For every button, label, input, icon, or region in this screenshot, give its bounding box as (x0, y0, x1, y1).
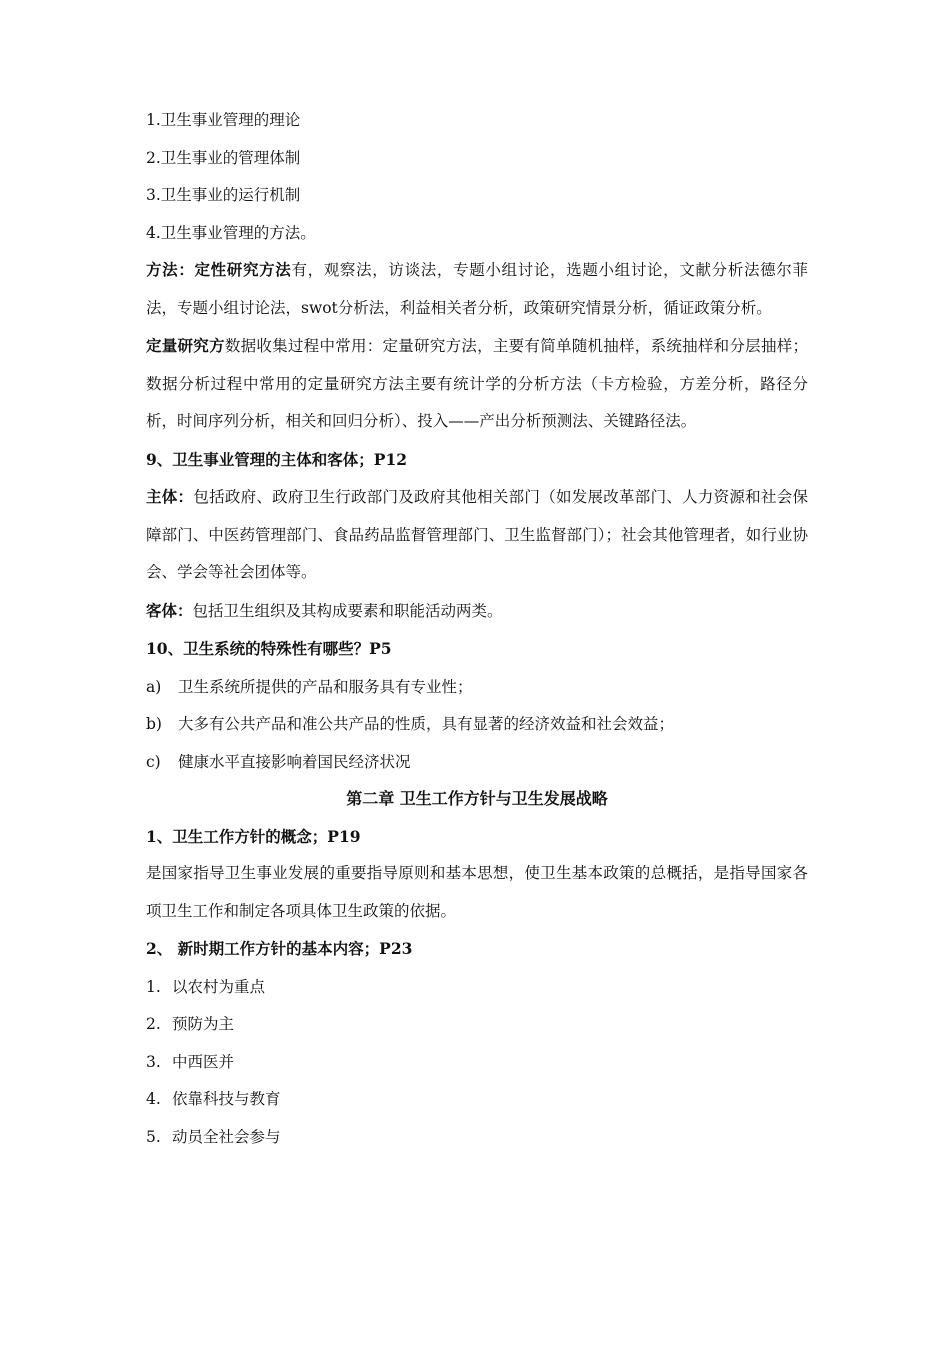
ch2-q1-paragraph: 是国家指导卫生事业发展的重要指导原则和基本思想，使卫生基本政策的总概括，是指导国家各项卫生工作和制定各项具体卫生政策的依据。 (146, 864, 808, 920)
ch2-q2-item-5 (146, 1123, 808, 1161)
ch2-q2-item-3-marker: 3. (146, 1052, 161, 1071)
qualitative-text: 有，观察法，访谈法，专题小组讨论，选题小组讨论，文献分析法德尔菲法，专题小组讨论法，swot分析法，利益相关者分析，政策研究情景分析，循证政策分析。 (146, 261, 808, 317)
q9-object-paragraph (146, 592, 808, 631)
document-page (146, 106, 808, 1160)
q10-heading: 10、卫生系统的特殊性有哪些？P5 (146, 639, 392, 658)
intro-item-1: 1.卫生事业管理的理论 (146, 111, 301, 129)
q10-item-c-text: 健康水平直接影响着国民经济状况 (178, 752, 411, 771)
ch2-q2-item-1-marker: 1. (146, 977, 161, 996)
q10-item-a (146, 673, 808, 711)
q10-item-a-marker: a) (146, 677, 162, 696)
methods-label: 方法： (146, 260, 195, 279)
ch2-q2-item-1 (146, 973, 808, 1011)
ch2-q2-item-4-marker: 4. (146, 1090, 161, 1108)
q9-subject-paragraph (146, 478, 808, 592)
chapter-2-title: 第二章 卫生工作方针与卫生发展战略 (346, 789, 608, 808)
ch2-q2-item-4 (146, 1085, 808, 1123)
intro-item-2: 2.卫生事业的管理体制 (146, 148, 301, 167)
q10-item-c (146, 748, 808, 786)
q10-item-a-text: 卫生系统所提供的产品和服务具有专业性； (178, 677, 473, 696)
intro-item-3: 3.卫生事业的运行机制 (146, 186, 301, 204)
q9-object-label: 客体： (146, 600, 193, 620)
qualitative-methods-paragraph (146, 251, 808, 327)
ch2-q2-item-4-text: 依靠科技与教育 (172, 1090, 281, 1108)
ch2-q1-heading: 1、卫生工作方针的概念；P19 (146, 826, 361, 846)
q10-item-b-marker: b) (146, 715, 162, 733)
q9-heading: 9、卫生事业管理的主体和客体；P12 (146, 449, 408, 469)
qualitative-label: 定性研究方法 (194, 260, 292, 279)
ch2-q2-item-3-text: 中西医并 (172, 1052, 235, 1071)
quantitative-label: 定量研究方 (146, 336, 225, 355)
quantitative-text: 数据收集过程中常用：定量研究方法，主要有简单随机抽样，系统抽样和分层抽样；数据分析过程中常用的定量研究方法主要有统计学的分析方法（卡方检验，方差分析，路径分析，时间序列分析，相关和回归分析）、投入——产出分析预测法、关键路径法。 (146, 337, 808, 430)
q10-item-b (146, 710, 808, 748)
ch2-q2-item-5-text: 动员全社会参与 (172, 1127, 281, 1146)
quantitative-methods-paragraph (146, 327, 808, 441)
ch2-q2-item-1-text: 以农村为重点 (172, 977, 266, 996)
ch2-q2-heading: 2、 新时期工作方针的基本内容；P23 (146, 939, 413, 958)
ch2-q2-item-3 (146, 1048, 808, 1086)
ch2-q2-item-2-text: 预防为主 (172, 1015, 235, 1033)
q9-subject-label: 主体： (146, 487, 194, 506)
ch2-q2-item-2-marker: 2. (146, 1015, 161, 1033)
ch2-q2-item-2 (146, 1010, 808, 1048)
intro-item-4: 4.卫生事业管理的方法。 (146, 223, 316, 242)
q9-object-text: 包括卫生组织及其构成要素和职能活动两类。 (192, 601, 503, 620)
q10-item-b-text: 大多有公共产品和准公共产品的性质，具有显著的经济效益和社会效益； (178, 715, 675, 733)
q9-subject-text: 包括政府、政府卫生行政部门及政府其他相关部门（如发展改革部门、人力资源和社会保障部门、中医药管理部门、食品药品监督管理部门、卫生监督部门）；社会其他管理者，如行业协会、学会等社会团体等。 (146, 488, 808, 581)
ch2-q2-item-5-marker: 5. (146, 1127, 161, 1146)
q10-item-c-marker: c) (146, 752, 161, 771)
